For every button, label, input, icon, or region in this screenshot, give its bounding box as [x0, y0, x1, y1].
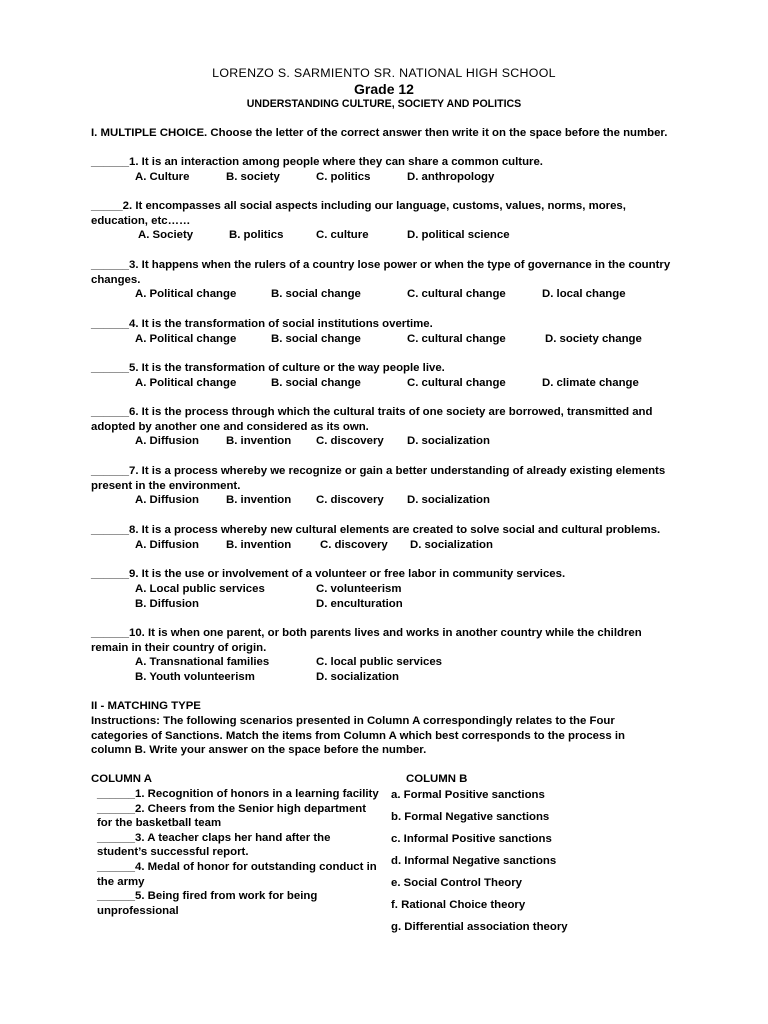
- question-text: ______5. It is the transformation of culture or the way people live.: [91, 362, 445, 374]
- question-text: ______8. It is a process whereby new cultural elements are created to solve social and cultural problems.: [91, 524, 661, 536]
- column-a-header: COLUMN A: [91, 773, 152, 785]
- option: C. politics: [316, 170, 371, 183]
- option: D. socialization: [410, 538, 493, 551]
- option: B. Diffusion: [135, 597, 199, 610]
- option: B. politics: [229, 229, 284, 242]
- option: C. cultural change: [407, 376, 506, 389]
- section2-title: II - MATCHING TYPE: [91, 700, 201, 712]
- column-b-item: f. Rational Choice theory: [391, 899, 526, 911]
- option: D. enculturation: [316, 597, 403, 610]
- option: A. Culture: [135, 170, 190, 183]
- section2-instructions: Instructions: The following scenarios presented in Column A correspondingly relates to the Four categories of Sanctions. Match the items from Column A which best corresponds to the process in column B. Write your answer on the space before the number.: [91, 715, 625, 757]
- option: B. invention: [226, 435, 292, 448]
- column-b-item: d. Informal Negative sanctions: [391, 855, 557, 867]
- question-text: _____2. It encompasses all social aspects including our language, customs, values, norms, mores, education, etc……: [91, 200, 626, 227]
- option: C. cultural change: [407, 332, 506, 345]
- question-6: [91, 405, 681, 449]
- column-a-item: ______3. A teacher claps her hand after the student’s successful report.: [97, 831, 331, 859]
- column-a-item: ______2. Cheers from the Senior high department for the basketball team: [97, 802, 367, 830]
- question-text: ______3. It happens when the rulers of a country lose power or when the type of governance in the country changes.: [91, 259, 671, 286]
- school-name: LORENZO S. SARMIENTO SR. NATIONAL HIGH SCHOOL: [212, 66, 556, 80]
- option: D. local change: [542, 288, 626, 301]
- question-5: [91, 361, 681, 391]
- column-a-item: ______4. Medal of honor for outstanding conduct in the army: [97, 860, 377, 888]
- option: B. society: [226, 170, 280, 183]
- option: B. social change: [271, 376, 361, 389]
- option: B. Youth volunteerism: [135, 671, 255, 684]
- option: A. Political change: [135, 376, 237, 389]
- option: D. socialization: [407, 494, 490, 507]
- option: C. local public services: [316, 656, 442, 669]
- column-b-item: c. Informal Positive sanctions: [391, 833, 552, 845]
- question-2: [91, 199, 681, 243]
- question-3: [91, 258, 681, 302]
- option: D. socialization: [316, 671, 399, 684]
- grade-title: Grade 12: [354, 81, 414, 97]
- option: A. Transnational families: [135, 656, 270, 669]
- option: C. culture: [316, 229, 369, 242]
- column-b-item: a. Formal Positive sanctions: [391, 789, 545, 801]
- option: B. invention: [226, 538, 292, 551]
- option: B. social change: [271, 332, 361, 345]
- question-7: [91, 464, 681, 508]
- option: D. climate change: [542, 376, 639, 389]
- question-1: [91, 155, 681, 185]
- option: A. Diffusion: [135, 494, 199, 507]
- column-a-list: [97, 787, 382, 918]
- question-text: ______1. It is an interaction among people where they can share a common culture.: [91, 156, 543, 168]
- section1-title: I. MULTIPLE CHOICE. Choose the letter of the correct answer then write it on the space before the number.: [91, 127, 668, 139]
- option: C. discovery: [320, 538, 388, 551]
- question-text: ______4. It is the transformation of social institutions overtime.: [91, 318, 433, 330]
- column-b-item: b. Formal Negative sanctions: [391, 811, 550, 823]
- question-9: [91, 567, 681, 612]
- option: B. invention: [226, 494, 292, 507]
- option: A. Diffusion: [135, 435, 199, 448]
- question-10: [91, 626, 681, 685]
- option: C. cultural change: [407, 288, 506, 301]
- column-b-list: [391, 788, 568, 942]
- question-text: ______6. It is the process through which the cultural traits of one society are borrowed, transmitted and adopted by another one and considered as its own.: [91, 406, 653, 433]
- option: A. Political change: [135, 332, 237, 345]
- option: C. discovery: [316, 435, 384, 448]
- option: A. Local public services: [135, 582, 265, 595]
- column-a-item: ______1. Recognition of honors in a learning facility: [97, 788, 379, 800]
- option: D. socialization: [407, 435, 490, 448]
- column-a-item: ______5. Being fired from work for being unprofessional: [97, 890, 318, 917]
- option: D. political science: [407, 229, 510, 242]
- option: B. social change: [271, 288, 361, 301]
- question-text: ______9. It is the use or involvement of a volunteer or free labor in community services.: [91, 568, 566, 580]
- column-b-item: g. Differential association theory: [391, 921, 568, 933]
- option: D. society change: [545, 332, 642, 345]
- option: C. discovery: [316, 494, 384, 507]
- subject-title: UNDERSTANDING CULTURE, SOCIETY AND POLITICS: [246, 98, 522, 110]
- question-8: [91, 523, 681, 553]
- column-b-header: COLUMN B: [406, 773, 468, 785]
- question-text: ______7. It is a process whereby we recognize or gain a better understanding of already existing elements present in the environment.: [91, 465, 666, 492]
- column-b-item: e. Social Control Theory: [391, 877, 523, 889]
- option: D. anthropology: [407, 170, 495, 183]
- option: A. Diffusion: [135, 538, 199, 551]
- question-text: ______10. It is when one parent, or both parents lives and works in another country while the children remain in their country of origin.: [91, 627, 642, 654]
- question-4: [91, 317, 681, 347]
- option: A. Society: [138, 229, 194, 242]
- option: A. Political change: [135, 288, 237, 301]
- option: C. volunteerism: [316, 582, 402, 595]
